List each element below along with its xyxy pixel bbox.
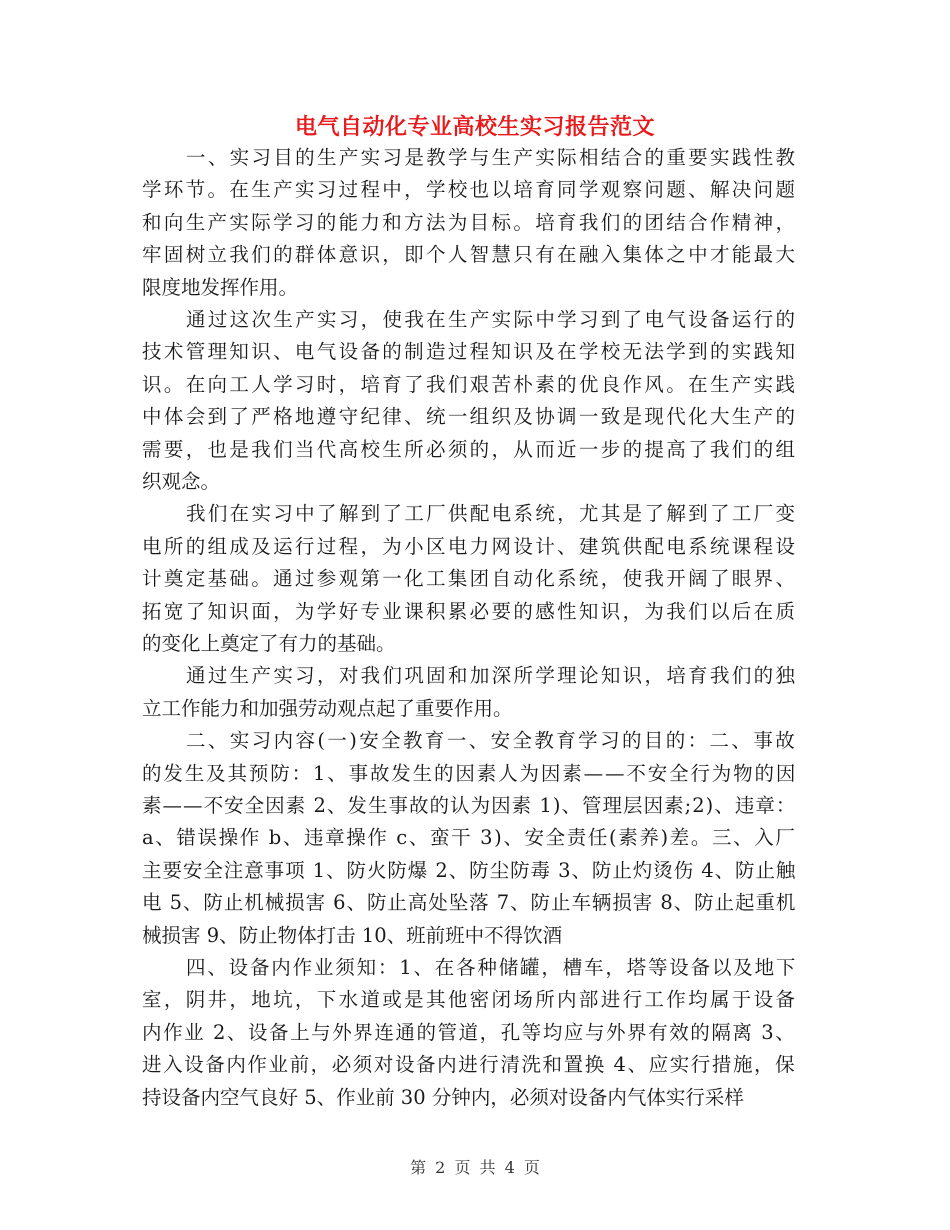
- body-line: 限度地发挥作用。: [142, 276, 299, 299]
- body-line: 主要安全注意事项 1、防火防爆 2、防尘防毒 3、防止灼烫伤 4、防止触: [142, 859, 797, 882]
- body-line: 通过生产实习，对我们巩固和加深所学理论知识，培育我们的独: [186, 664, 798, 687]
- body-line: 通过这次生产实习，使我在生产实际中学习到了电气设备运行的: [186, 308, 798, 331]
- body-line: 学环节。在生产实习过程中，学校也以培育同学观察问题、解决问题: [142, 178, 798, 201]
- body-line: 拓宽了知识面，为学好专业课积累必要的感性知识，为我们以后在质: [142, 600, 798, 623]
- body-line: 织观念。: [142, 470, 221, 493]
- body-line: 室，阴井，地坑，下水道或是其他密闭场所内部进行工作均属于设备: [142, 988, 798, 1011]
- body-line: 技术管理知识、电气设备的制造过程知识及在学校无法学到的实践知: [142, 340, 798, 363]
- body-line: 立工作能力和加强劳动观点起了重要作用。: [142, 697, 513, 720]
- body-line: 识。在向工人学习时，培育了我们艰苦朴素的优良作风。在生产实践: [142, 373, 798, 396]
- body-line: 进入设备内作业前，必须对设备内进行清洗和置换 4、应实行措施，保: [142, 1053, 797, 1076]
- body-line: 的发生及其预防：1、事故发生的因素人为因素——不安全行为物的因: [142, 762, 798, 785]
- body-line: a、错误操作 b、违章操作 c、蛮干 3)、安全责任(素养)差。三、入厂: [142, 826, 797, 849]
- body-line: 我们在实习中了解到了工厂供配电系统，尤其是了解到了工厂变: [186, 502, 798, 525]
- body-line: 一、实习目的生产实习是教学与生产实际相结合的重要实践性教: [186, 146, 798, 169]
- body-line: 的变化上奠定了有力的基础。: [142, 632, 396, 655]
- body-line: 素——不安全因素 2、发生事故的认为因素 1)、管理层因素;2)、违章：: [142, 794, 797, 817]
- body-line: 持设备内空气良好 5、作业前 30 分钟内，必须对设备内气体实行采样: [142, 1086, 744, 1109]
- body-line: 中体会到了严格地遵守纪律、统一组织及协调一致是现代化大生产的: [142, 405, 798, 428]
- body-line: 需要，也是我们当代高校生所必须的，从而近一步的提高了我们的组: [142, 438, 798, 461]
- document-title: 电气自动化专业高校生实习报告范文: [294, 115, 655, 140]
- body-line: 和向生产实际学习的能力和方法为目标。培育我们的团结合作精神，: [142, 211, 798, 234]
- body-line: 牢固树立我们的群体意识，即个人智慧只有在融入集体之中才能最大: [142, 243, 798, 266]
- body-line: 电 5、防止机械损害 6、防止高处坠落 7、防止车辆损害 8、防止起重机: [142, 891, 797, 914]
- body-line: 四、设备内作业须知：1、在各种储罐，槽车，塔等设备以及地下: [186, 956, 798, 979]
- body-line: 械损害 9、防止物体打击 10、班前班中不得饮酒: [142, 924, 563, 947]
- body-line: 电所的组成及运行过程，为小区电力网设计、建筑供配电系统课程设: [142, 535, 798, 558]
- body-line: 计奠定基础。通过参观第一化工集团自动化系统，使我开阔了眼界、: [142, 567, 798, 590]
- body-line: 二、实习内容(一)安全教育一、安全教育学习的目的：二、事故: [186, 729, 798, 752]
- page-footer: 第 2 页 共 4 页: [410, 1158, 540, 1177]
- body-line: 内作业 2、设备上与外界连通的管道，孔等均应与外界有效的隔离 3、: [142, 1021, 797, 1044]
